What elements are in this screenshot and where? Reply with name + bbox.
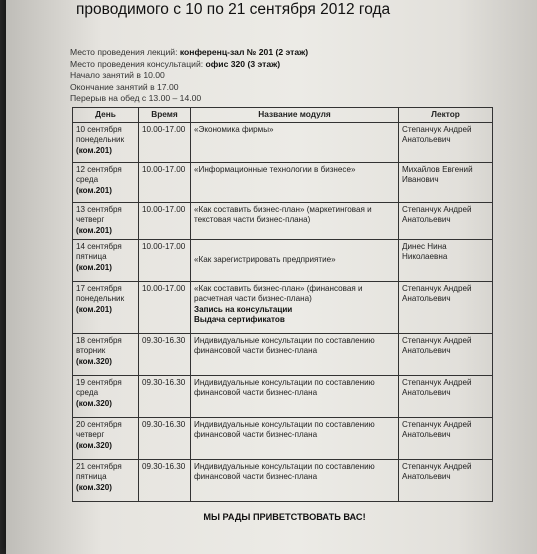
room: (ком.201) [76, 225, 112, 235]
day-cell [73, 334, 139, 376]
consult-location [70, 59, 500, 71]
weekday: понедельник [76, 135, 125, 145]
time-cell: 09.30-16.30 [139, 460, 191, 502]
table-row [73, 123, 493, 163]
lecturer-cell: Степанчук Андрей Анатольевич [399, 376, 493, 418]
table-row [73, 334, 493, 376]
module-cell: «Как зарегистрировать предприятие» [191, 240, 399, 282]
weekday: пятница [76, 472, 107, 482]
room: (ком.201) [76, 262, 112, 272]
date: 17 сентября [76, 284, 122, 293]
time-cell: 10.00-17.00 [139, 240, 191, 282]
lecturer-cell: Михайлов Евгений Иванович [399, 163, 493, 203]
lecturer-cell: Степанчук Андрей Анатольевич [399, 334, 493, 376]
table-row [73, 460, 493, 502]
header-time: Время [139, 108, 191, 123]
lectures-label: Место проведения лекций: [70, 47, 180, 57]
weekday: вторник [76, 346, 106, 356]
lectures-value: конференц-зал № 201 (2 этаж) [179, 47, 309, 57]
module-cell: Индивидуальные консультации по составлению финансовой части бизнес-плана [191, 418, 399, 460]
lectures-location [70, 47, 500, 59]
lecturer-cell: Степанчук Андрей Анатольевич [399, 418, 493, 460]
table-row [73, 376, 493, 418]
table-row [73, 240, 493, 282]
title-line-2: проводимого с 10 по 21 сентября 2012 года [76, 1, 391, 18]
welcome-footer: МЫ РАДЫ ПРИВЕТСТВОВАТЬ ВАС! [203, 512, 366, 522]
table-header-row [73, 108, 493, 123]
day-cell [73, 123, 139, 163]
time-cell: 10.00-17.00 [139, 203, 191, 240]
date: 20 сентября [76, 420, 122, 429]
time-cell: 09.30-16.30 [139, 418, 191, 460]
date: 18 сентября [76, 336, 122, 345]
lecturer-cell: Динес Нина Николаевна [399, 240, 493, 282]
time-cell: 09.30-16.30 [139, 334, 191, 376]
time-cell: 10.00-17.00 [139, 282, 191, 334]
consult-signup: Запись на консультации [194, 304, 293, 314]
lecturer-cell: Степанчук Андрей Анатольевич [399, 123, 493, 163]
header-day: День [73, 108, 139, 123]
table-row [73, 418, 493, 460]
consult-value: офис 320 (3 этаж) [205, 58, 281, 69]
lecturer-cell: Степанчук Андрей Анатольевич [399, 282, 493, 334]
lecturer-cell: Степанчук Андрей Анатольевич [399, 203, 493, 240]
consult-label: Место проведения консультаций: [70, 58, 206, 69]
time-cell: 10.00-17.00 [139, 163, 191, 203]
weekday: среда [76, 388, 99, 398]
info-block [70, 47, 500, 105]
module-cell: «Экономика фирмы» [191, 123, 399, 163]
date: 10 сентября [76, 125, 122, 134]
room: (ком.320) [76, 356, 112, 366]
room: (ком.320) [76, 440, 112, 450]
end-time: Окончание занятий в 17.00 [70, 81, 179, 92]
certificate-issue: Выдача сертификатов [194, 315, 285, 325]
date: 12 сентября [76, 165, 122, 174]
weekday: четверг [76, 430, 105, 440]
document-title [76, 0, 506, 19]
day-cell [73, 418, 139, 460]
table-row [73, 163, 493, 203]
room: (ком.201) [76, 185, 112, 195]
module-title: «Как составить бизнес-план» (финансовая и расчетная части бизнес-плана) [194, 284, 363, 304]
table-row [73, 282, 493, 334]
module-cell: «Как составить бизнес-план» (маркетинговая и текстовая части бизнес-плана) [191, 203, 399, 240]
schedule-table [72, 107, 493, 502]
day-cell [73, 460, 139, 502]
module-cell: Индивидуальные консультации по составлению финансовой части бизнес-плана [191, 334, 399, 376]
date: 19 сентября [76, 378, 122, 387]
start-time: Начало занятий в 10.00 [70, 70, 165, 80]
date: 21 сентября [76, 462, 122, 471]
date: 14 сентября [76, 242, 122, 251]
header-module: Название модуля [191, 108, 399, 123]
room: (ком.320) [76, 482, 112, 492]
date: 13 сентября [76, 205, 122, 214]
paper-sheet [6, 0, 537, 554]
lecturer-cell: Степанчук Андрей Анатольевич [399, 460, 493, 502]
time-cell: 09.30-16.30 [139, 376, 191, 418]
table-row [73, 203, 493, 240]
day-cell [73, 203, 139, 240]
time-cell: 10.00-17.00 [139, 123, 191, 163]
module-cell: Индивидуальные консультации по составлению финансовой части бизнес-плана [191, 376, 399, 418]
day-cell [73, 240, 139, 282]
room: (ком.201) [76, 145, 112, 155]
weekday: понедельник [76, 294, 125, 304]
day-cell [73, 376, 139, 418]
module-cell: «Информационные технологии в бизнесе» [191, 163, 399, 203]
module-cell [191, 282, 399, 334]
day-cell [73, 282, 139, 334]
weekday: четверг [76, 215, 105, 225]
module-cell: Индивидуальные консультации по составлению финансовой части бизнес-плана [191, 460, 399, 502]
room: (ком.201) [76, 304, 112, 314]
lunch-break: Перерыв на обед с 13.00 – 14.00 [70, 93, 202, 103]
weekday: пятница [76, 252, 107, 262]
day-cell [73, 163, 139, 203]
header-lecturer: Лектор [399, 108, 493, 123]
weekday: среда [76, 175, 99, 185]
room: (ком.320) [76, 398, 112, 408]
